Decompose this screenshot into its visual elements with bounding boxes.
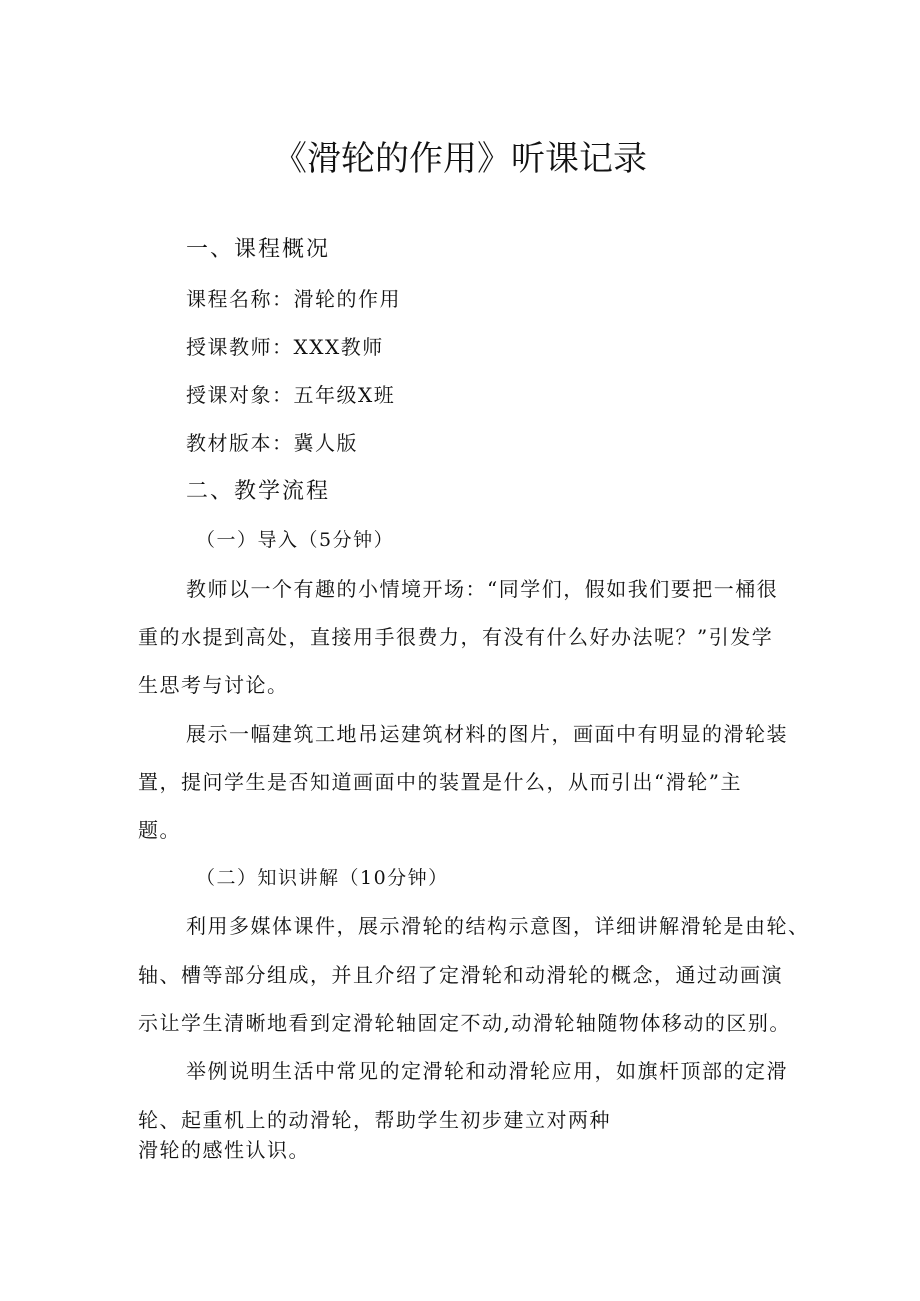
section-heading-process: 二、教学流程 [186, 479, 331, 504]
course-teacher: 授课教师：XXX教师 [186, 335, 384, 359]
paragraph-line: 教师以一个有趣的小情境开场：“同学们，假如我们要把一桶很 [186, 577, 779, 601]
section-heading-overview: 一、课程概况 [186, 237, 331, 262]
paragraph-line: 滑轮的感性认识。 [138, 1138, 310, 1162]
course-textbook: 教材版本：冀人版 [186, 431, 358, 455]
paragraph-line: 展示一幅建筑工地吊运建筑材料的图片，画面中有明显的滑轮装 [186, 722, 788, 746]
course-audience: 授课对象：五年级X班 [186, 383, 396, 407]
subsection-heading-knowledge: （二）知识讲解（10分钟） [196, 867, 449, 889]
paragraph-line: 利用多媒体课件，展示滑轮的结构示意图，详细讲解滑轮是由轮、 [186, 914, 810, 938]
paragraph-line: 轴、槽等部分组成，并且介绍了定滑轮和动滑轮的概念，通过动画演 [138, 963, 783, 987]
paragraph-line: 示让学生清晰地看到定滑轮轴固定不动,动滑轮轴随物体移动的区别。 [138, 1011, 791, 1035]
paragraph-line: 轮、起重机上的动滑轮，帮助学生初步建立对两种 [138, 1108, 611, 1132]
course-name: 课程名称：滑轮的作用 [186, 287, 401, 311]
paragraph-line: 置，提问学生是否知道画面中的装置是什么，从而引出“滑轮”主 [138, 770, 742, 794]
paragraph-line: 重的水提到高处，直接用手很费力，有没有什么好办法呢？”引发学 [138, 625, 774, 649]
paragraph-line: 举例说明生活中常见的定滑轮和动滑轮应用，如旗杆顶部的定滑 [186, 1059, 788, 1083]
paragraph-line: 题。 [138, 818, 181, 842]
subsection-heading-intro: （一）导入（5分钟） [196, 529, 395, 551]
document-title: 《滑轮的作用》听课记录 [273, 139, 647, 179]
paragraph-line: 生思考与讨论。 [138, 673, 289, 697]
